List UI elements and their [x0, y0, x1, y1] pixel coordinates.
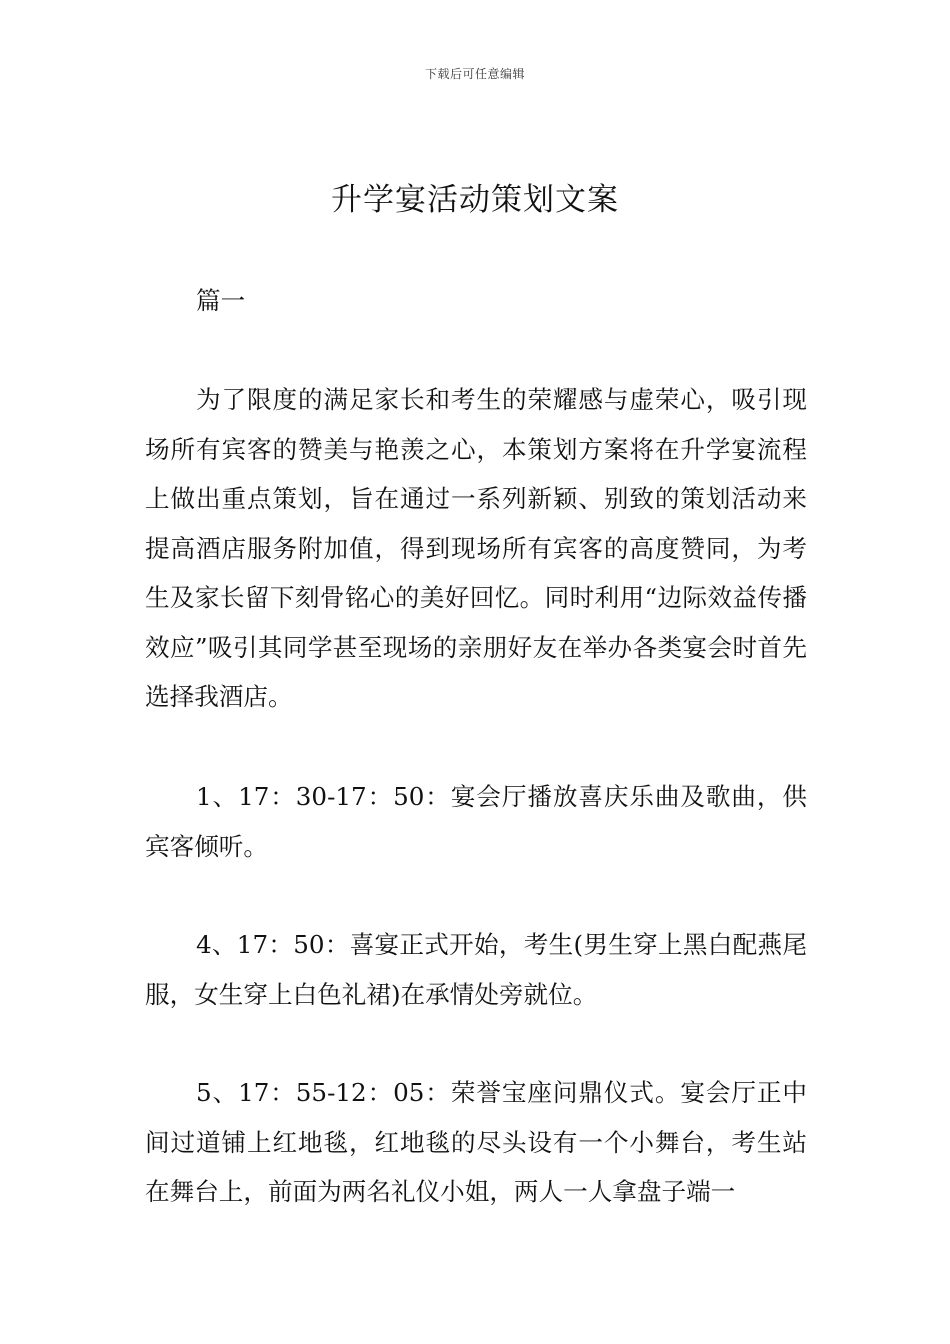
header-note: 下载后可任意编辑: [424, 67, 525, 81]
paragraph-item-1: 1、17：30-17：50：宴会厅播放喜庆乐曲及歌曲，供宾客倾听。: [145, 782, 807, 861]
document-title: 升学宴活动策划文案: [331, 182, 619, 218]
paragraph-item-5: 5、17：55-12：05：荣誉宝座问鼎仪式。宴会厅正中间过道铺上红地毯，红地毯的尽头设有一个小舞台，考生站在舞台上，前面为两名礼仪小姐，两人一人拿盘子端一: [145, 1078, 807, 1206]
paragraph-intro: 为了限度的满足家长和考生的荣耀感与虚荣心，吸引现场所有宾客的赞美与艳羡之心，本策划方案将在升学宴流程上做出重点策划，旨在通过一系列新颖、别致的策划活动来提高酒店服务附加值，得到现场所有宾客的高度赞同，为考生及家长留下刻骨铭心的美好回忆。同时利用“边际效益传播效应”吸引其同学甚至现场的亲朋好友在举办各类宴会时首先选择我酒店。: [145, 385, 807, 711]
paragraph-item-4: 4、17：50：喜宴正式开始，考生(男生穿上黑白配燕尾服，女生穿上白色礼裙)在承情处旁就位。: [145, 930, 807, 1009]
section-label: 篇一: [196, 286, 246, 315]
